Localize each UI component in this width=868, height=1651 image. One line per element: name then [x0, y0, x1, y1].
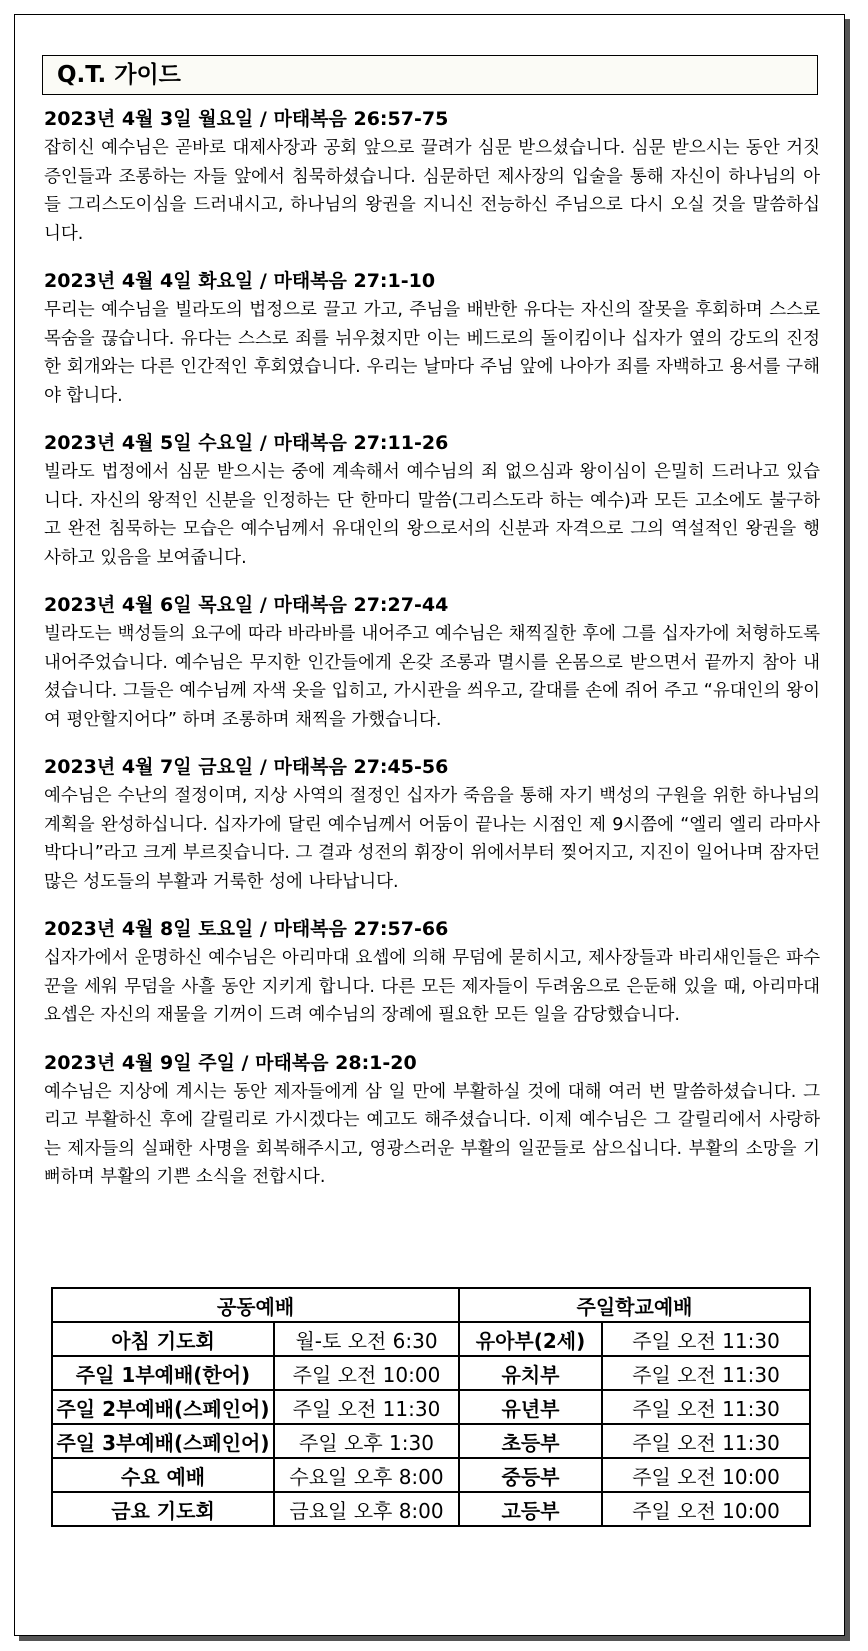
entry-body: 무리는 예수님을 빌라도의 법정으로 끌고 가고, 주님을 배반한 유다는 자신의 잘못을 후회하며 스스로 목숨을 끊습니다. 유다는 스스로 죄를 뉘우쳤지만 이는 베드로의 돌이킴이나 십자가 옆의 강도의 진정한 회개와는 다른 인간적인 후회였습니다. 우리는 날마다 주님 앞에 나아가 죄를 자백하고 용서를 구해야 합니다. [44, 300, 820, 406]
column-header-sunday-school: 주일학교예배 [459, 1288, 810, 1322]
qt-entry [44, 428, 820, 572]
qt-entry [44, 752, 820, 896]
department-time: 주일 오전 10:00 [602, 1492, 810, 1526]
service-name: 수요 예배 [52, 1458, 274, 1492]
department-name: 유아부(2세) [459, 1322, 602, 1356]
department-time: 주일 오전 11:30 [602, 1356, 810, 1390]
service-time: 수요일 오후 8:00 [274, 1458, 459, 1492]
qt-entry [44, 914, 820, 1030]
department-time: 주일 오전 11:30 [602, 1390, 810, 1424]
service-time: 금요일 오후 8:00 [274, 1492, 459, 1526]
section-title: Q.T. 가이드 [42, 55, 818, 95]
table-row [52, 1356, 810, 1390]
department-time: 주일 오전 11:30 [602, 1322, 810, 1356]
entry-title: 2023년 4월 4일 화요일 / 마태복음 27:1-10 [44, 270, 436, 292]
department-name: 초등부 [459, 1424, 602, 1458]
service-time: 월-토 오전 6:30 [274, 1322, 459, 1356]
department-name: 유치부 [459, 1356, 602, 1390]
entry-title: 2023년 4월 9일 주일 / 마태복음 28:1-20 [44, 1051, 417, 1074]
entry-title: 2023년 4월 3일 월요일 / 마태복음 26:57-75 [44, 108, 449, 130]
table-row [52, 1322, 810, 1356]
entry-body: 빌라도는 백성들의 요구에 따라 바라바를 내어주고 예수님은 채찍질한 후에 그를 십자가에 처형하도록 내어주었습니다. 예수님은 무지한 인간들에게 온갖 조롱과 멸시를 온몸으로 받으면서 끝까지 참아 내셨습니다. 그들은 예수님께 자색 옷을 입히고, 가시관을 씌우고, 갈대를 손에 쥐어 주고 “유대인의 왕이여 평안할지어다” 하며 조롱하며 채찍을 가했습니다. [44, 624, 820, 730]
service-name: 주일 1부예배(한어) [52, 1356, 274, 1390]
department-time: 주일 오전 11:30 [602, 1424, 810, 1458]
service-time: 주일 오후 1:30 [274, 1424, 459, 1458]
entry-body: 빌라도 법정에서 심문 받으시는 중에 계속해서 예수님의 죄 없으심과 왕이심이 은밀히 드러나고 있습니다. 자신의 왕적인 신분을 인정하는 단 한마디 말씀(그리스도라 하는 예수)과 모든 고소에도 불구하고 완전 침묵하는 모습은 예수님께서 유대인의 왕으로서의 신분과 자격으로 그의 역설적인 왕권을 행사하고 있음을 보여줍니다. [44, 462, 820, 568]
department-name: 고등부 [459, 1492, 602, 1526]
worship-schedule-table [51, 1287, 811, 1527]
table-row [52, 1424, 810, 1458]
service-time: 주일 오전 10:00 [274, 1356, 459, 1390]
table-row [52, 1492, 810, 1526]
qt-entry [44, 266, 820, 410]
qt-entry [44, 1048, 820, 1192]
qt-entries [44, 104, 820, 1210]
entry-title: 2023년 4월 7일 금요일 / 마태복음 27:45-56 [44, 756, 449, 778]
table-row [52, 1390, 810, 1424]
entry-body: 십자가에서 운명하신 예수님은 아리마대 요셉에 의해 무덤에 묻히시고, 제사장들과 바리새인들은 파수꾼을 세워 무덤을 사흘 동안 지키게 합니다. 다른 모든 제자들이 두려움으로 은둔해 있을 때, 아리마대 요셉은 자신의 재물을 기꺼이 드려 예수님의 장례에 필요한 모든 일을 감당했습니다. [44, 948, 820, 1025]
qt-entry [44, 104, 820, 248]
service-name: 주일 3부예배(스페인어) [52, 1424, 274, 1458]
entry-body: 잡히신 예수님은 곧바로 대제사장과 공회 앞으로 끌려가 심문 받으셨습니다. 심문 받으시는 동안 거짓 증인들과 조롱하는 자들 앞에서 침묵하셨습니다. 심문하던 제사장의 입술을 통해 자신이 하나님의 아들 그리스도이심을 드러내시고, 하나님의 왕권을 지니신 전능하신 주님으로 다시 오실 것을 말씀하십니다. [44, 138, 820, 244]
column-header-main-worship: 공동예배 [52, 1288, 459, 1322]
service-name: 금요 기도회 [52, 1492, 274, 1526]
service-time: 주일 오전 11:30 [274, 1390, 459, 1424]
qt-entry [44, 590, 820, 734]
service-name: 주일 2부예배(스페인어) [52, 1390, 274, 1424]
entry-title: 2023년 4월 5일 수요일 / 마태복음 27:11-26 [44, 432, 449, 454]
entry-title: 2023년 4월 8일 토요일 / 마태복음 27:57-66 [44, 918, 449, 940]
department-time: 주일 오전 10:00 [602, 1458, 810, 1492]
entry-body: 예수님은 수난의 절정이며, 지상 사역의 절정인 십자가 죽음을 통해 자기 백성의 구원을 위한 하나님의 계획을 완성하십니다. 십자가에 달린 예수님께서 어둠이 끝나는 시점인 제 9시쯤에 “엘리 엘리 라마사박다니”라고 크게 부르짖습니다. 그 결과 성전의 휘장이 위에서부터 찢어지고, 지진이 일어나며 잠자던 많은 성도들의 부활과 거룩한 성에 나타납니다. [44, 786, 820, 892]
department-name: 중등부 [459, 1458, 602, 1492]
table-row [52, 1458, 810, 1492]
entry-title: 2023년 4월 6일 목요일 / 마태복음 27:27-44 [44, 594, 449, 616]
service-name: 아침 기도회 [52, 1322, 274, 1356]
entry-body: 예수님은 지상에 계시는 동안 제자들에게 삼 일 만에 부활하실 것에 대해 여러 번 말씀하셨습니다. 그리고 부활하신 후에 갈릴리로 가시겠다는 예고도 해주셨습니다. 이제 예수님은 그 갈릴리에서 사랑하는 제자들의 실패한 사명을 회복해주시고, 영광스러운 부활의 일꾼들로 삼으십니다. 부활의 소망을 기뻐하며 부활의 기쁜 소식을 전합시다. [44, 1081, 820, 1187]
table-header-row [52, 1288, 810, 1322]
department-name: 유년부 [459, 1390, 602, 1424]
